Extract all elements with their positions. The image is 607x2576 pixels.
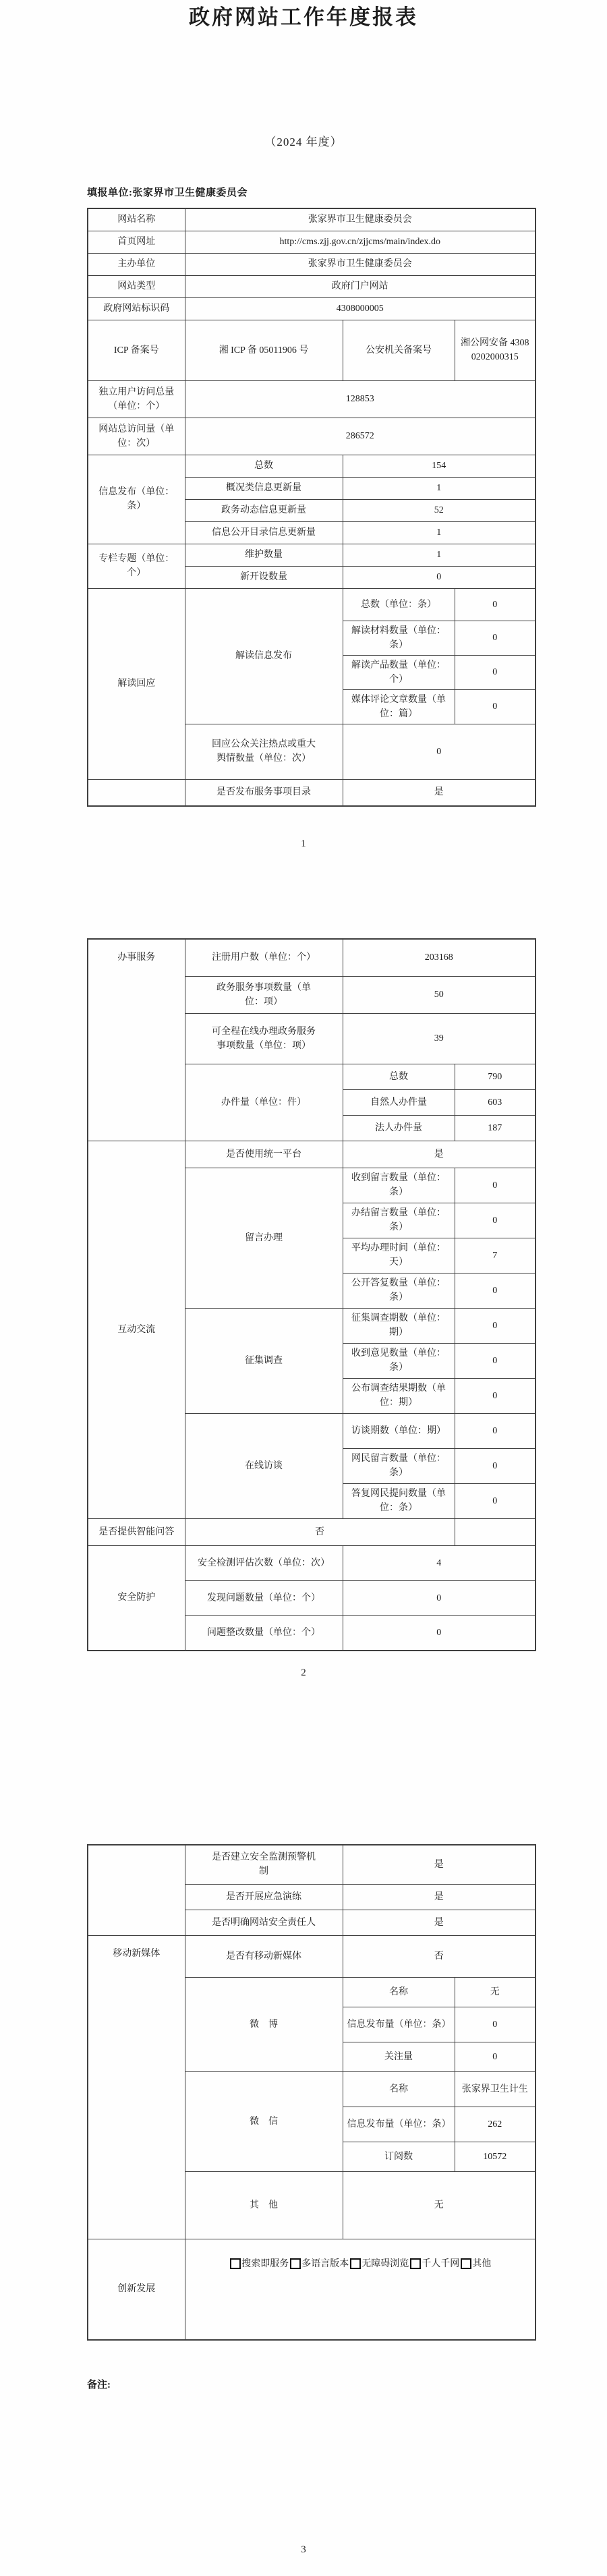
label-text: 概况类信息更新量 — [226, 483, 301, 493]
value-text: 无 — [490, 1986, 500, 1997]
row-label — [185, 779, 343, 806]
row-value — [455, 2007, 536, 2042]
row-value — [343, 1545, 536, 1580]
label-text: 其 他 — [250, 2200, 278, 2210]
label-text: 主办单位 — [117, 259, 156, 269]
checkbox-icon — [230, 2258, 241, 2269]
row-value — [455, 1238, 536, 1273]
innovation-option — [229, 2257, 289, 2271]
label-text: 媒体评论文章数量（单位：篇） — [351, 694, 446, 719]
row-value — [455, 1483, 536, 1518]
value-text: 7 — [492, 1250, 498, 1261]
value-text: 0 — [436, 1628, 442, 1638]
row-value — [343, 1845, 536, 1884]
label-text: 收到留言数量（单位：条） — [351, 1173, 446, 1197]
section-header-text: 互动交流 — [117, 1324, 156, 1335]
label-text: 征集调查期数（单位：期） — [351, 1313, 446, 1338]
row-value — [343, 976, 536, 1013]
row-value — [455, 655, 536, 689]
interpret-section-header — [88, 588, 185, 779]
interpret-sub-header — [185, 588, 343, 724]
label-text: 访谈期数（单位：期） — [351, 1425, 446, 1436]
report-table-page3 — [87, 1844, 536, 2341]
row-value — [185, 231, 536, 253]
row-label — [343, 1089, 455, 1115]
row-label — [343, 655, 455, 689]
info-pub-section-header — [88, 455, 185, 544]
label-text: 是否提供智能问答 — [98, 1526, 175, 1537]
label-text: 信息发布量（单位：条） — [347, 2019, 451, 2030]
label-text: 首页网址 — [117, 237, 156, 247]
table-row — [88, 1935, 536, 1977]
row-value — [455, 1448, 536, 1483]
label-text: 是否建立安全监测预警机制 — [212, 1852, 316, 1877]
innovation-option-label: 千人千网 — [422, 2258, 460, 2269]
value-text: 0 — [492, 1460, 498, 1471]
label-text: 注册用户数（单位：个） — [212, 952, 316, 963]
row-value — [455, 621, 536, 655]
section-header-text: 创新发展 — [117, 2284, 156, 2295]
row-value — [455, 1413, 536, 1448]
label-text: 问题整改数量（单位：个） — [207, 1628, 320, 1638]
wechat-sub-header — [185, 2071, 343, 2171]
value-text: 1 — [436, 550, 442, 560]
row-value — [343, 566, 536, 588]
checkbox-icon — [290, 2258, 301, 2269]
row-value — [343, 1141, 536, 1168]
value-text: 湘公网安备 43080202000315 — [461, 338, 529, 362]
other-media-label — [185, 2171, 343, 2239]
sub-header-text: 留言办理 — [245, 1232, 283, 1243]
empty-cell — [88, 1845, 185, 1935]
cases-sub-header — [185, 1064, 343, 1141]
row-label — [185, 455, 343, 477]
label-text: 解读产品数量（单位：个） — [351, 660, 446, 685]
row-label — [343, 1168, 455, 1203]
row-value — [455, 2042, 536, 2071]
value-text: 1 — [436, 483, 442, 493]
sub-header-text: 解读信息发布 — [235, 651, 292, 661]
row-label — [343, 2142, 455, 2171]
row-label — [88, 253, 185, 275]
value-text: 262 — [488, 2119, 502, 2129]
row-label — [343, 2107, 455, 2142]
row-value — [343, 1910, 536, 1935]
service-section-header — [88, 939, 185, 1141]
row-label — [343, 1413, 455, 1448]
empty-cell — [88, 779, 185, 806]
sub-header-text: 在线访谈 — [245, 1460, 283, 1471]
value-text: 否 — [315, 1526, 324, 1537]
value-text: 0 — [492, 667, 498, 677]
row-value — [185, 1518, 455, 1545]
row-value — [455, 2142, 536, 2171]
row-value — [343, 477, 536, 499]
innovation-option — [349, 2257, 409, 2271]
row-value — [455, 1977, 536, 2007]
label-text: 总数 — [254, 461, 273, 471]
icp-label — [88, 320, 185, 380]
interact-section-header — [88, 1141, 185, 1518]
row-value — [455, 1343, 536, 1378]
value-text: 张家界卫生计生 — [461, 2084, 528, 2094]
row-label — [343, 1448, 455, 1483]
value-text: 0 — [492, 2019, 498, 2030]
row-label — [185, 939, 343, 976]
value-text: 0 — [436, 746, 442, 757]
page-number-3: 3 — [301, 2544, 306, 2555]
value-text: 203168 — [424, 952, 453, 963]
page-title: 政府网站工作年度报表 — [189, 5, 418, 29]
label-text: 信息公开目录信息更新量 — [212, 527, 316, 538]
value-text: 是 — [434, 1917, 444, 1928]
table-row — [88, 208, 536, 231]
label-text: 关注量 — [384, 2051, 413, 2062]
value-text: 10572 — [483, 2151, 507, 2162]
row-label — [343, 1238, 455, 1273]
row-label — [343, 1115, 455, 1141]
innovation-option-label: 多语言版本 — [301, 2258, 349, 2269]
label-text: 订阅数 — [384, 2151, 413, 2162]
row-label — [185, 521, 343, 544]
row-label — [88, 418, 185, 455]
value-text: 0 — [492, 2051, 498, 2062]
row-label — [185, 1884, 343, 1910]
table-row — [88, 1845, 536, 1884]
messages-sub-header — [185, 1168, 343, 1308]
row-label — [343, 1273, 455, 1308]
row-label — [343, 621, 455, 655]
label-text: 公安机关备案号 — [366, 345, 432, 355]
value-text: 50 — [434, 990, 444, 1000]
value-text: 154 — [432, 461, 446, 471]
row-label — [343, 1064, 455, 1089]
label-text: 自然人办件量 — [370, 1097, 427, 1108]
row-value — [455, 1378, 536, 1413]
value-text: 张家界市卫生健康委员会 — [308, 259, 412, 269]
other-media-value — [343, 2171, 536, 2239]
hot-response-value — [343, 724, 536, 779]
value-text: 187 — [488, 1122, 502, 1133]
row-label — [185, 1141, 343, 1168]
label-text: 独立用户访问总量（单位：个） — [98, 387, 175, 411]
row-label — [185, 1845, 343, 1884]
innovation-section-header — [88, 2239, 185, 2340]
value-text: 是 — [434, 1859, 444, 1870]
table-row — [88, 253, 536, 275]
row-value — [343, 1615, 536, 1651]
row-label — [185, 544, 343, 566]
row-value — [455, 588, 536, 621]
value-text: 湘 ICP 备 05011906 号 — [219, 345, 309, 355]
table-row — [88, 275, 536, 297]
row-label — [185, 1545, 343, 1580]
label-text: ICP 备案号 — [113, 345, 159, 355]
table-row — [88, 231, 536, 253]
label-text: 政务动态信息更新量 — [221, 505, 306, 515]
row-value — [185, 208, 536, 231]
table-row — [88, 544, 536, 566]
value-text: 0 — [492, 1425, 498, 1436]
value-text: 0 — [492, 599, 498, 610]
section-header-text: 信息发布（单位：条） — [98, 487, 175, 511]
row-label — [185, 1935, 343, 1977]
innovation-option — [289, 2257, 349, 2271]
mobile-section-header — [88, 1935, 185, 2239]
row-label — [88, 275, 185, 297]
section-header-text: 解读回应 — [117, 679, 156, 689]
label-text: 是否明确网站安全责任人 — [212, 1917, 316, 1928]
sub-header-text: 微 博 — [250, 2019, 278, 2030]
value-text: 0 — [492, 633, 498, 643]
row-value — [455, 689, 536, 724]
label-text: 安全检测评估次数（单位：次） — [198, 1557, 330, 1568]
row-label — [185, 1580, 343, 1615]
value-text: 政府门户网站 — [331, 281, 388, 291]
row-label — [185, 566, 343, 588]
innovation-options-cell — [185, 2239, 536, 2340]
table-row — [88, 320, 536, 380]
checkbox-icon — [461, 2258, 471, 2269]
value-text: 否 — [434, 1951, 444, 1962]
value-text: 52 — [434, 505, 444, 515]
row-label — [185, 1910, 343, 1935]
value-text: 0 — [492, 1320, 498, 1331]
filing-unit-line: 填报单位:张家界市卫生健康委员会 — [87, 188, 248, 198]
value-text: 0 — [492, 1215, 498, 1226]
value-text: 0 — [436, 572, 442, 582]
label-text: 平均办理时间（单位：天） — [351, 1243, 446, 1267]
row-value — [455, 1089, 536, 1115]
row-value — [343, 544, 536, 566]
label-text: 发现问题数量（单位：个） — [207, 1593, 320, 1603]
row-label — [343, 1343, 455, 1378]
label-text: 是否有移动新媒体 — [226, 1951, 301, 1962]
hot-response-label — [185, 724, 343, 779]
label-text: 收到意见数量（单位：条） — [351, 1348, 446, 1373]
label-text: 是否开展应急演练 — [226, 1891, 301, 1902]
row-label — [88, 297, 185, 320]
value-text: 0 — [436, 1593, 442, 1603]
label-text: 总数（单位：条） — [361, 599, 436, 610]
row-value — [343, 1935, 536, 1977]
label-text: 是否使用统一平台 — [226, 1149, 301, 1160]
label-text: 解读材料数量（单位：条） — [351, 625, 446, 650]
table-row — [88, 297, 536, 320]
value-text: 无 — [434, 2200, 444, 2210]
label-text: 名称 — [389, 1986, 408, 1997]
value-text: 0 — [492, 702, 498, 712]
value-text: 0 — [492, 1355, 498, 1366]
label-text: 政务服务事项数量（单位：项） — [216, 982, 311, 1007]
row-label — [343, 1308, 455, 1343]
row-value — [185, 253, 536, 275]
table-row — [88, 1545, 536, 1580]
row-value — [455, 2071, 536, 2107]
row-value — [343, 939, 536, 976]
value-text: 是 — [434, 1149, 444, 1160]
table-row — [88, 380, 536, 418]
value-text: 4308000005 — [336, 304, 384, 314]
surveys-sub-header — [185, 1308, 343, 1413]
value-text: 是 — [434, 1891, 444, 1902]
label-text: 办结留言数量（单位：条） — [351, 1208, 446, 1232]
label-text: 维护数量 — [245, 550, 283, 560]
row-label — [343, 2042, 455, 2071]
label-text: 新开设数量 — [240, 572, 287, 582]
row-value — [343, 455, 536, 477]
row-label — [185, 499, 343, 521]
sub-header-text: 办件量（单位：件） — [221, 1097, 306, 1108]
row-label — [185, 1615, 343, 1651]
security-section-header — [88, 1545, 185, 1651]
section-header-text: 移动新媒体 — [113, 1948, 161, 1959]
row-label — [343, 2071, 455, 2107]
row-value — [455, 1168, 536, 1203]
row-label — [343, 1203, 455, 1238]
police-record-label — [343, 320, 455, 380]
sub-header-text: 征集调查 — [245, 1355, 283, 1366]
value-text: 0 — [492, 1180, 498, 1191]
value-text: 张家界市卫生健康委员会 — [308, 214, 412, 225]
row-value — [185, 297, 536, 320]
label-text: 网站类型 — [117, 281, 156, 291]
label-text: 政府网站标识码 — [103, 304, 170, 314]
table-row — [88, 455, 536, 477]
row-value — [343, 1884, 536, 1910]
row-label — [185, 1013, 343, 1064]
innovation-option — [459, 2257, 491, 2271]
homepage-url-text: http://cms.zjj.gov.cn/zjjcms/main/index.do — [279, 237, 441, 247]
table-row — [88, 588, 536, 621]
value-text: 790 — [488, 1071, 502, 1082]
section-header-text: 办事服务 — [117, 952, 156, 963]
row-value — [185, 275, 536, 297]
table-row — [88, 2239, 536, 2340]
row-label — [343, 689, 455, 724]
page-subtitle: （2024 年度） — [264, 136, 343, 148]
report-table-page1 — [87, 208, 536, 807]
row-label — [185, 976, 343, 1013]
table-row — [88, 779, 536, 806]
report-table-page2 — [87, 938, 536, 1651]
value-text: 是 — [434, 787, 444, 798]
innovation-option — [409, 2257, 459, 2271]
value-text: 4 — [436, 1557, 442, 1568]
label-text: 网民留言数量（单位：条） — [351, 1454, 446, 1478]
row-value — [343, 499, 536, 521]
row-value — [455, 1203, 536, 1238]
table-row — [88, 418, 536, 455]
section-header-text: 安全防护 — [117, 1593, 156, 1603]
row-value — [455, 1273, 536, 1308]
innovation-option-label: 无障碍浏览 — [362, 2258, 409, 2269]
value-text: 128853 — [345, 394, 374, 404]
icp-value — [185, 320, 343, 380]
weibo-sub-header — [185, 1977, 343, 2071]
label-text: 法人办件量 — [375, 1122, 422, 1133]
value-text: 0 — [492, 1390, 498, 1401]
value-text: 39 — [434, 1033, 444, 1043]
label-text: 公开答复数量（单位：条） — [351, 1278, 446, 1303]
row-label — [185, 477, 343, 499]
label-text: 网站总访问量（单位：次） — [98, 424, 175, 449]
innovation-option-label: 其他 — [472, 2258, 492, 2269]
value-text: 0 — [492, 1495, 498, 1506]
page-number-1: 1 — [301, 838, 306, 849]
value-text: 603 — [488, 1097, 502, 1108]
label-text: 公布调查结果期数（单位：期） — [351, 1383, 446, 1408]
label-text: 答复网民提问数量（单位：条） — [351, 1489, 446, 1513]
sub-header-text: 微 信 — [250, 2116, 278, 2127]
row-value — [343, 521, 536, 544]
row-value — [343, 1013, 536, 1064]
row-label — [343, 1378, 455, 1413]
row-label — [88, 231, 185, 253]
row-value — [455, 2107, 536, 2142]
row-label — [343, 2007, 455, 2042]
table-row — [88, 939, 536, 976]
label-text: 回应公众关注热点或重大舆情数量（单位：次） — [212, 739, 316, 764]
label-text: 是否发布服务事项目录 — [216, 787, 311, 798]
row-label — [343, 588, 455, 621]
table-row — [88, 1141, 536, 1168]
notes-label: 备注: — [87, 2380, 111, 2391]
value-text: 1 — [436, 527, 442, 538]
row-label — [343, 1977, 455, 2007]
value-text: 0 — [492, 1285, 498, 1296]
row-value — [455, 1308, 536, 1343]
page-number-2: 2 — [301, 1667, 306, 1678]
innovation-option-label: 搜索即服务 — [241, 2258, 289, 2269]
row-label — [88, 1518, 185, 1545]
section-header-text: 专栏专题（单位：个） — [98, 554, 175, 578]
checkbox-icon — [410, 2258, 421, 2269]
row-value — [185, 380, 536, 418]
columns-section-header — [88, 544, 185, 588]
label-text: 网站名称 — [117, 214, 156, 225]
row-value — [455, 1064, 536, 1089]
row-label — [343, 1483, 455, 1518]
label-text: 信息发布量（单位：条） — [347, 2119, 451, 2129]
row-label — [88, 208, 185, 231]
label-text: 总数 — [389, 1071, 408, 1082]
row-value — [185, 418, 536, 455]
checkbox-icon — [350, 2258, 361, 2269]
value-text: 286572 — [345, 431, 374, 441]
police-record-value — [455, 320, 536, 380]
label-text: 名称 — [389, 2084, 408, 2094]
row-value — [343, 1580, 536, 1615]
row-value — [455, 1115, 536, 1141]
row-label — [88, 380, 185, 418]
interviews-sub-header — [185, 1413, 343, 1518]
row-value — [343, 779, 536, 806]
label-text: 可全程在线办理政务服务事项数量（单位：项） — [212, 1026, 316, 1051]
table-row — [88, 1518, 536, 1545]
